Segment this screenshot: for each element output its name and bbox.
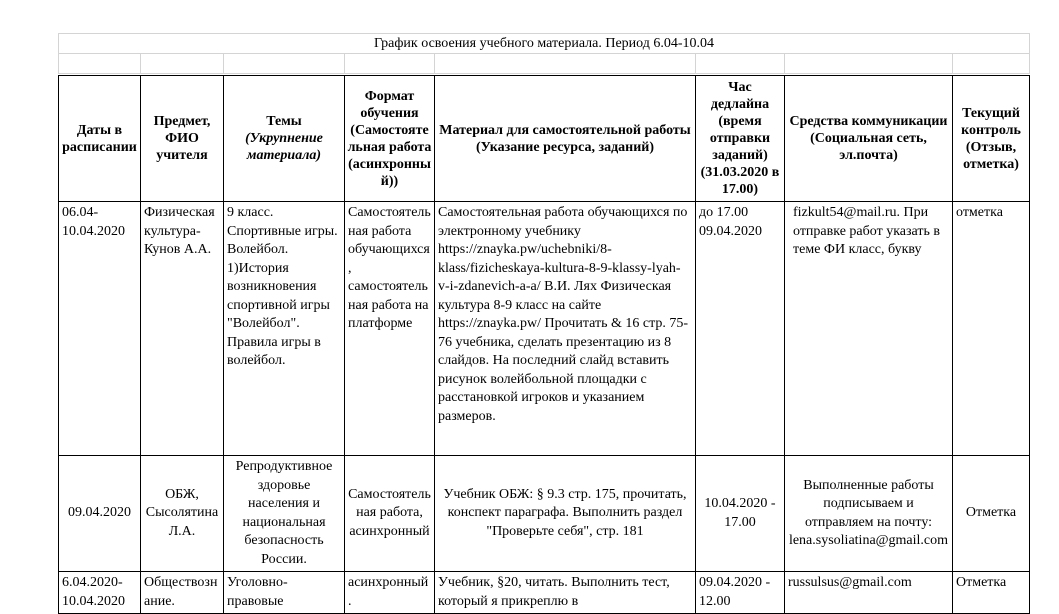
cell-deadline: до 17.00 09.04.2020 (696, 202, 785, 456)
cell-material: Самостоятельная работа обучающихся по электронному учебнику https://znayka.pw/uchebniki/8-klass/fizicheskaya-kultura-8-9-klassy-lyah-v-i-zdanevich-a-a/ В.И. Лях Физическая культура 8-9 класс на сайте https://znayka.pw/ Прочитать & 16 стр. 75-76 учебника, сделать презентацию из 8 слайдов. На последний слайд вставить рисунок волейбольной площадки с расстановкой игроков и указанием размеров. (435, 202, 696, 456)
cell-control: отметка (953, 202, 1030, 456)
table-row (59, 572, 1030, 614)
cell-deadline: 09.04.2020 - 12.00 (696, 572, 785, 614)
cell-material: Учебник ОБЖ: § 9.3 стр. 175, прочитать, конспект параграфа. Выполнить раздел "Проверьте себя", стр. 181 (435, 456, 696, 572)
cell-communication: fizkult54@mail.ru. При отправке работ указать в теме ФИ класс, букву (785, 202, 953, 456)
cell-communication: Выполненные работы подписываем и отправляем на почту: lena.sysoliatina@gmail.com (785, 456, 953, 572)
cell-subject: ОБЖ, Сысолятина Л.А. (141, 456, 224, 572)
schedule-table (58, 75, 1030, 614)
cell-dates: 06.04-10.04.2020 (59, 202, 141, 456)
cell-format: Самостоятельная работа, асинхронный (345, 456, 435, 572)
table-row (59, 456, 1030, 572)
spreadsheet-grid (58, 33, 1030, 74)
header-subject: Предмет, ФИО учителя (141, 76, 224, 202)
header-material: Материал для самостоятельной работы (Указание ресурса, заданий) (435, 76, 696, 202)
cell-control: Отметка (953, 456, 1030, 572)
cell-material: Учебник, §20, читать. Выполнить тест, который я прикреплю в (435, 572, 696, 614)
header-deadline: Час дедлайна (время отправки заданий) (31.03.2020 в 17.00) (696, 76, 785, 202)
cell-dates: 09.04.2020 (59, 456, 141, 572)
header-topics (224, 76, 345, 202)
cell-communication: russulsus@gmail.com (785, 572, 953, 614)
cell-format: Самостоятельная работа обучающихся, самостоятельная работа на платформе (345, 202, 435, 456)
header-format: Формат обучения (Самостоятельная работа (асинхронный)) (345, 76, 435, 202)
cell-topics: 9 класс. Спортивные игры. Волейбол. 1)История возникновения спортивной игры "Волейбол". Правила игры в волейбол. (224, 202, 345, 456)
header-topics-sub: (Укрупнение материала) (245, 131, 323, 163)
cell-format: асинхронный. (345, 572, 435, 614)
header-dates: Даты в расписании (59, 76, 141, 202)
header-row (59, 76, 1030, 202)
cell-control: Отметка (953, 572, 1030, 614)
header-topics-main: Темы (266, 114, 302, 129)
header-control: Текущий контроль (Отзыв, отметка) (953, 76, 1030, 202)
sheet-title: График освоения учебного материала. Период 6.04-10.04 (59, 34, 1030, 54)
header-communication: Средства коммуникации (Социальная сеть, эл.почта) (785, 76, 953, 202)
cell-subject: Обществознание. (141, 572, 224, 614)
cell-subject: Физическая культура-Кунов А.А. (141, 202, 224, 456)
cell-deadline: 10.04.2020 - 17.00 (696, 456, 785, 572)
table-row (59, 202, 1030, 456)
cell-topics: Уголовно-правовые (224, 572, 345, 614)
cell-dates: 6.04.2020-10.04.2020 (59, 572, 141, 614)
cell-topics: Репродуктивное здоровье населения и национальная безопасность России. (224, 456, 345, 572)
